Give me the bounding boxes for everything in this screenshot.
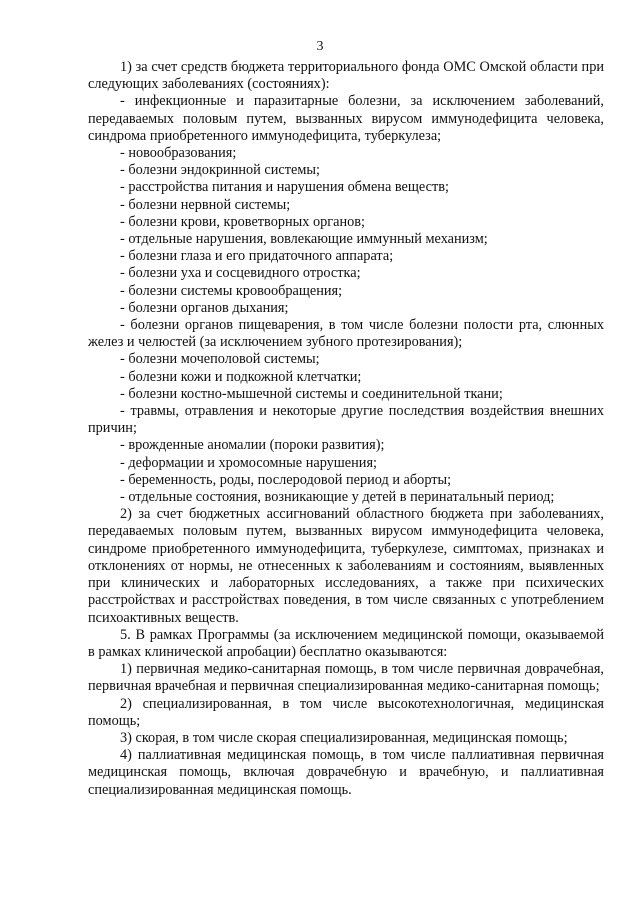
list-item-endocrine: - болезни эндокринной системы;	[120, 162, 320, 179]
list-item-nervous-system: - болезни нервной системы;	[120, 196, 291, 213]
list-item-blood: - болезни крови, кроветворных органов;	[120, 213, 366, 230]
list-item-infectious-diseases: - инфекционные и паразитарные болезни, за исключением заболеваний, передаваемых половым путем, вызванных вирусом иммунодефицита человека, синдрома приобретенного иммунодефицита, туберкулеза;	[88, 93, 604, 144]
list-item-emergency-care: 3) скорая, в том числе скорая специализированная, медицинская помощь;	[120, 729, 568, 746]
list-item-perinatal: - отдельные состояния, возникающие у детей в перинатальный период;	[120, 489, 555, 506]
list-item-musculoskeletal: - болезни костно-мышечной системы и соединительной ткани;	[120, 385, 503, 402]
list-item-nutrition-metabolism: - расстройства питания и нарушения обмена веществ;	[120, 179, 449, 196]
list-item-pregnancy: - беременность, роды, послеродовой период и аборты;	[120, 471, 452, 488]
list-item-immune: - отдельные нарушения, вовлекающие иммунный механизм;	[120, 231, 488, 248]
list-item-congenital: - врожденные аномалии (пороки развития);	[120, 437, 385, 454]
list-item-neoplasms: - новообразования;	[120, 145, 237, 162]
page-number: 3	[316, 39, 324, 54]
list-item-respiratory: - болезни органов дыхания;	[120, 299, 289, 316]
list-item-digestive: - болезни органов пищеварения, в том числе болезни полости рта, слюнных желез и челюстей (за исключением зубного протезирования);	[88, 317, 604, 351]
paragraph-section-5: 5. В рамках Программы (за исключением медицинской помощи, оказываемой в рамках клинической апробации) бесплатно оказываются:	[88, 626, 604, 660]
list-item-injuries: - травмы, отравления и некоторые другие последствия воздействия внешних причин;	[88, 403, 604, 437]
list-item-skin: - болезни кожи и подкожной клетчатки;	[120, 368, 362, 385]
list-item-genitourinary: - болезни мочеполовой системы;	[120, 351, 320, 368]
list-item-specialized-care: 2) специализированная, в том числе высокотехнологичная, медицинская помощь;	[88, 695, 604, 729]
list-item-eye: - болезни глаза и его придаточного аппарата;	[120, 248, 394, 265]
list-item-palliative-care: 4) паллиативная медицинская помощь, в том числе паллиативная первичная медицинская помощь, включая доврачебную и врачебную, и паллиативная специализированная медицинская помощь.	[88, 747, 604, 798]
list-item-primary-care: 1) первичная медико-санитарная помощь, в том числе первичная доврачебная, первичная врачебная и первичная специализированная медико-санитарная помощь;	[88, 661, 604, 695]
paragraph-funding-oms: 1) за счет средств бюджета территориального фонда ОМС Омской области при следующих заболеваниях (состояниях):	[88, 59, 604, 93]
paragraph-funding-regional: 2) за счет бюджетных ассигнований областного бюджета при заболеваниях, передаваемых половым путем, вызванных вирусом иммунодефицита человека, синдроме приобретенного иммунодефицита, туберкулезе, симптомах, признаках и отклонениях от нормы, не отнесенных к заболеваниям и состояниям, выявленных при клинических и лабораторных исследованиях, а также при психических расстройствах и расстройствах поведения, в том числе связанных с употреблением психоактивных веществ.	[88, 506, 604, 626]
list-item-chromosomal: - деформации и хромосомные нарушения;	[120, 454, 378, 471]
list-item-ear: - болезни уха и сосцевидного отростка;	[120, 265, 361, 282]
list-item-circulatory: - болезни системы кровообращения;	[120, 282, 343, 299]
document-body	[88, 59, 604, 799]
